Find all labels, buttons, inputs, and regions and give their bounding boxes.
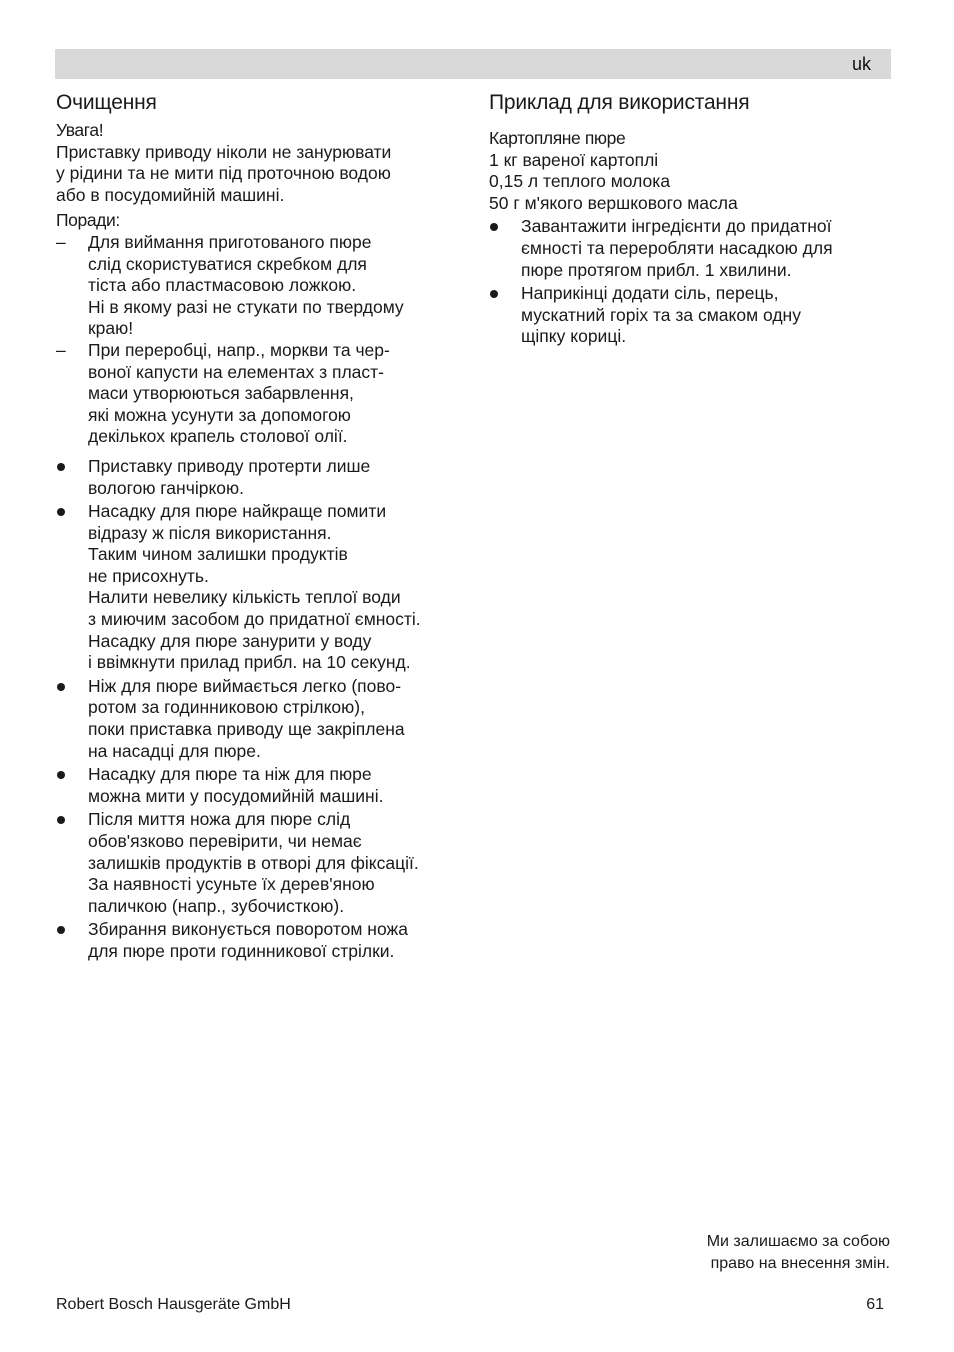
ingredients: [489, 150, 889, 215]
ingredient: 0,15 л теплого молока: [489, 171, 671, 192]
list-item: Ніж для пюре виймається легко (пово- ротом за годинниковою стрілкою), поки приставка приводу ще закріплена на насадці для пюре.: [56, 676, 466, 762]
recipe-steps: [489, 216, 889, 348]
header-bar: [55, 49, 891, 79]
usage-example-title: Приклад для використання: [489, 91, 750, 114]
bullet-icon: [57, 816, 65, 824]
list-item: Наприкінці додати сіль, перець, мускатний горіх та за смаком одну щіпку кориці.: [489, 283, 889, 348]
tips-list: [56, 232, 466, 448]
list-item: Приставку приводу протерти лише вологою ганчіркою.: [56, 456, 466, 499]
dash-marker: –: [56, 231, 66, 252]
usage-example-section: [489, 90, 889, 348]
footer-company: Robert Bosch Hausgeräte GmbH: [56, 1296, 291, 1313]
bullet-icon: [57, 771, 65, 779]
warning-label: Увага!: [56, 120, 104, 140]
bullet-icon: [57, 463, 65, 471]
dash-marker: –: [56, 339, 66, 360]
list-item: Збирання виконується поворотом ножа для пюре проти годинникової стрілки.: [56, 919, 466, 962]
cleaning-section: [56, 90, 466, 963]
footer-note: Ми залишаємо за собою право на внесення змін.: [706, 1233, 890, 1272]
list-item: – Для виймання приготованого пюре слід скористуватися скребком для тіста або пластмасовою ложкою. Ні в якому разі не стукати по твердому краю!: [56, 231, 404, 339]
list-item: Насадку для пюре найкраще помити відразу ж після використання. Таким чином залишки продуктів не присохнуть. Налити невелику кількість теплої води з миючим засобом до придатної ємності. Насадку для пюре занурити у воду і ввімкнути прилад прибл. на 10 секунд.: [56, 501, 466, 674]
bullet-icon: [490, 290, 498, 298]
tips-label: Поради:: [56, 210, 120, 231]
language-tag: uk: [851, 54, 871, 74]
ingredient: 1 кг вареної картоплі: [489, 149, 659, 170]
cleaning-bullets: [56, 456, 466, 963]
list-item: Завантажити інгредієнти до придатної ємності та переробляти насадкою для пюре протягом прибл. 1 хвилини.: [489, 216, 889, 281]
list-item: Після миття ножа для пюре слід обов'язково перевірити, чи немає залишків продуктів в отворі для фіксації. За наявності усуньте їх дерев'яною паличкою (напр., зубочисткою).: [56, 809, 466, 917]
bullet-icon: [490, 223, 498, 231]
bullet-icon: [57, 508, 65, 516]
list-item: – При переробці, напр., моркви та чер- воної капусти на елементах з пласт- маси утворюються забарвлення, які можна усунути за допомогою декількох крапель столової олії.: [56, 339, 390, 447]
list-item: Насадку для пюре та ніж для пюре можна мити у посудомийній машині.: [56, 764, 466, 807]
bullet-icon: [57, 683, 65, 691]
cleaning-title: Очищення: [56, 91, 157, 114]
page-number: 61: [866, 1296, 884, 1313]
bullet-icon: [57, 926, 65, 934]
recipe-title: Картопляне пюре: [489, 128, 626, 148]
ingredient: 50 г м'якого вершкового масла: [489, 192, 738, 213]
warning-text: Приставку приводу ніколи не занурювати у рідини та не мити під проточною водою або в посудомийній машині.: [56, 141, 392, 205]
